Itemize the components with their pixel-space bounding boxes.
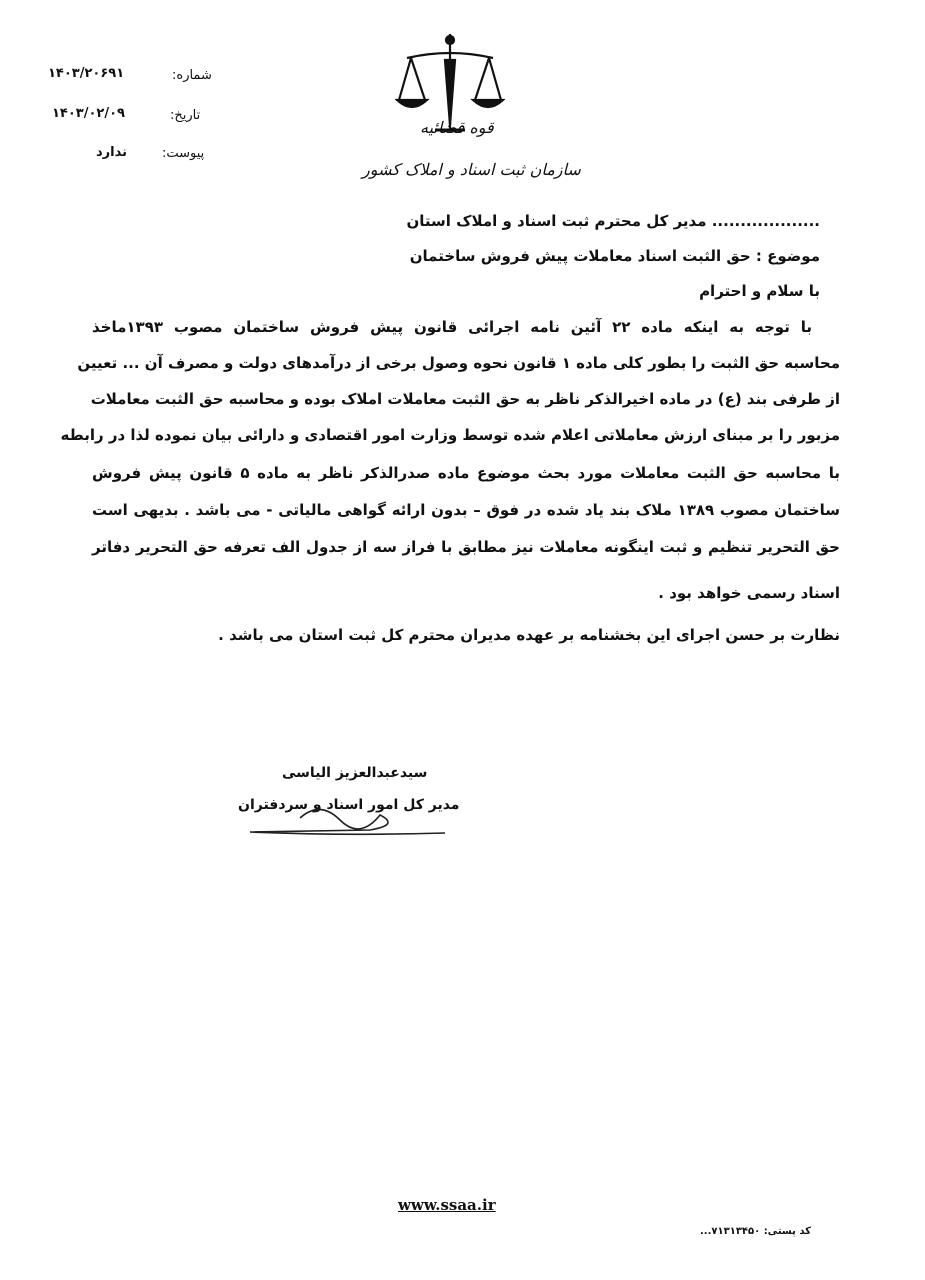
number-value: ۱۴۰۳/۲۰۶۹۱ <box>48 66 125 81</box>
signatory-title: مدیر کل امور اسناد و سردفتران <box>238 797 460 813</box>
body-line: اسناد رسمی خواهد بود . <box>658 584 840 602</box>
body-line: مزبور را بر مبنای ارزش معاملاتی اعلام شده توسط وزارت امور اقتصادی و دارائی بیان نموده لذا در رابطه <box>60 426 840 444</box>
body-line: از طرفی بند (ع) در ماده اخیرالذکر ناظر به حق الثبت معاملات املاک بوده و محاسبه حق الثبت معاملات <box>90 390 840 408</box>
body-line: ساختمان مصوب ۱۳۸۹ ملاک بند یاد شده در فوق – بدون ارائه گواهی مالیاتی - می باشد . بدیهی است <box>92 501 840 519</box>
signatory-name: سیدعبدالعزیز الیاسی <box>282 765 428 781</box>
attachment-label: پیوست: <box>162 146 205 161</box>
subject: موضوع : حق الثبت اسناد معاملات پیش فروش ساختمان <box>409 247 820 265</box>
org-parent-name: قوه قضائیه <box>420 118 494 137</box>
body-line: محاسبه حق الثبت را بطور کلی ماده ۱ قانون نحوه وصول برخی از درآمدهای دولت و مصرف آن ... تعیین <box>77 354 840 372</box>
handwritten-signature <box>230 790 470 845</box>
closing-line: نظارت بر حسن اجرای این بخشنامه بر عهده مدیران محترم کل ثبت استان می باشد . <box>218 626 840 644</box>
postal-code: کد پستی: ۷۱۳۱۳۴۵۰... <box>700 1226 811 1237</box>
greeting: با سلام و احترام <box>699 282 820 300</box>
number-label: شماره: <box>172 68 212 83</box>
recipient: مدیر کل محترم ثبت اسناد و املاک استان ................... <box>406 212 820 230</box>
org-name: سازمان ثبت اسناد و املاک کشور <box>362 160 581 179</box>
date-label: تاریخ: <box>170 108 201 123</box>
attachment-value: ندارد <box>96 145 128 160</box>
body-line: با توجه به اینکه ماده ۲۲ آئین نامه اجرائی قانون پیش فروش ساختمان مصوب ۱۳۹۳ماخذ <box>92 318 812 336</box>
body-line: با محاسبه حق الثبت معاملات مورد بحث موضوع ماده صدرالذکر ناظر به ماده ۵ قانون پیش فروش <box>92 464 840 482</box>
body-line: حق التحریر تنظیم و ثبت اینگونه معاملات نیز مطابق با فراز سه از جدول الف تعرفه حق التحریر دفاتر <box>92 538 840 556</box>
website-link[interactable]: www.ssaa.ir <box>398 1196 496 1214</box>
date-value: ۱۴۰۳/۰۲/۰۹ <box>52 106 125 121</box>
